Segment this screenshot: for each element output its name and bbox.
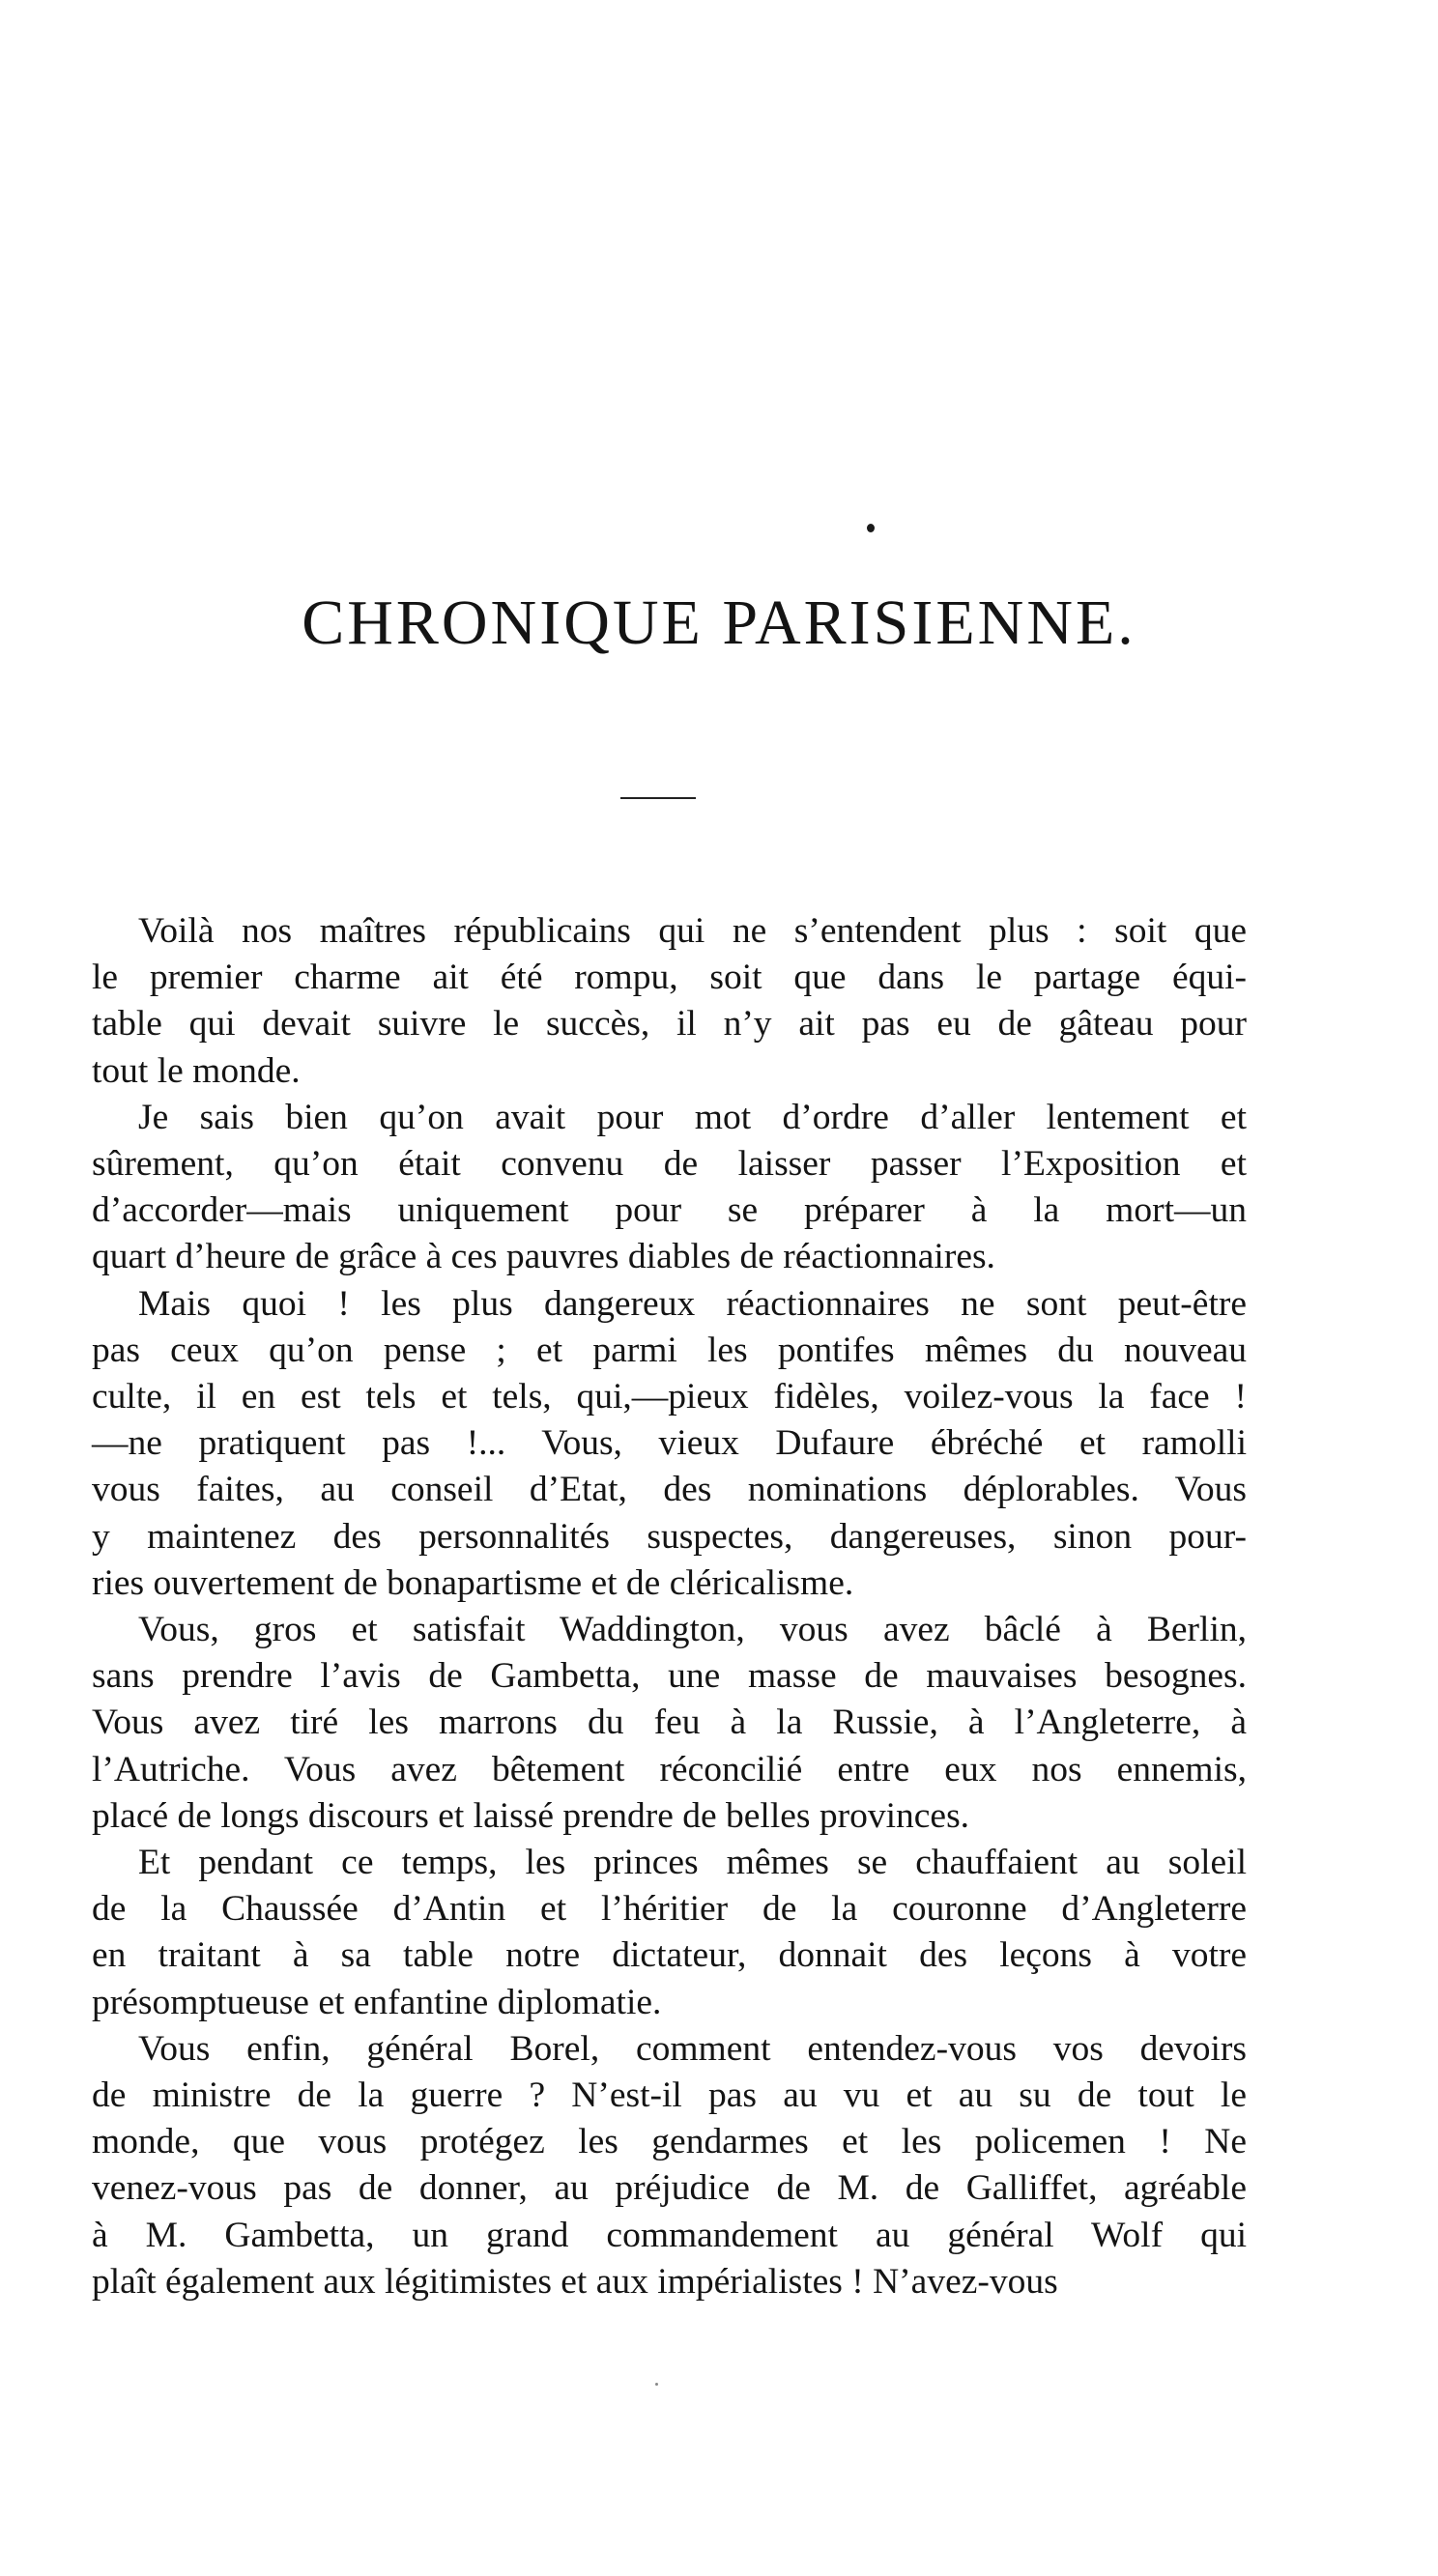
title-rule xyxy=(620,797,696,799)
body-text xyxy=(92,908,1247,2305)
text-line: ries ouvertement de bonapartisme et de cléricalisme. xyxy=(92,1562,854,1603)
text-line: sûrement, qu’on était convenu de laisser passer l’Exposition et xyxy=(92,1144,1247,1185)
text-line: quart d’heure de grâce à ces pauvres diables de réactionnaires. xyxy=(92,1237,995,1277)
text-line: Vous enfin, général Borel, comment entendez-vous vos devoirs xyxy=(138,2028,1247,2069)
text-line: de la Chaussée d’Antin et l’héritier de la couronne d’Angleterre xyxy=(92,1889,1247,1930)
text-line: y maintenez des personnalités suspectes, dangereuses, sinon pour- xyxy=(92,1516,1247,1557)
paragraph xyxy=(92,1840,1247,2026)
text-line: à M. Gambetta, un grand commandement au général Wolf qui xyxy=(92,2215,1247,2255)
text-line: de ministre de la guerre ? N’est-il pas au vu et au su de tout le xyxy=(92,2075,1247,2116)
text-line: l’Autriche. Vous avez bêtement réconcilié entre eux nos ennemis, xyxy=(92,1749,1247,1789)
text-line: Je sais bien qu’on avait pour mot d’ordre d’aller lentement et xyxy=(138,1097,1247,1137)
text-line: Voilà nos maîtres républicains qui ne s’entendent plus : soit que xyxy=(138,911,1247,951)
text-line: table qui devait suivre le succès, il n’y ait pas eu de gâteau pour xyxy=(92,1004,1247,1045)
paragraph xyxy=(92,2026,1247,2305)
chapter-title: CHRONIQUE PARISIENNE. xyxy=(302,587,1136,658)
text-line: placé de longs discours et laissé prendre de belles provinces. xyxy=(92,1795,970,1836)
paragraph xyxy=(92,1095,1247,1281)
text-line: tout le monde. xyxy=(92,1050,301,1091)
text-line: plaît également aux légitimistes et aux impérialistes ! N’avez-vous xyxy=(92,2261,1058,2302)
ink-speck-bottom xyxy=(655,2383,658,2386)
text-line: culte, il en est tels et tels, qui,—pieux fidèles, voilez-vous la face ! xyxy=(92,1377,1247,1417)
paragraph xyxy=(92,1281,1247,1607)
text-line: sans prendre l’avis de Gambetta, une masse de mauvaises besognes. xyxy=(92,1656,1247,1697)
text-line: venez-vous pas de donner, au préjudice de M. de Galliffet, agréable xyxy=(92,2168,1247,2209)
text-line: monde, que vous protégez les gendarmes et les policemen ! Ne xyxy=(92,2122,1247,2162)
text-line: Et pendant ce temps, les princes mêmes se chauffaient au soleil xyxy=(138,1843,1247,1883)
text-line: Vous avez tiré les marrons du feu à la Russie, à l’Angleterre, à xyxy=(92,1703,1247,1743)
text-line: —ne pratiquent pas !... Vous, vieux Dufaure ébréché et ramolli xyxy=(92,1423,1247,1464)
text-line: en traitant à sa table notre dictateur, donnait des leçons à votre xyxy=(92,1935,1247,1976)
text-line: d’accorder—mais uniquement pour se préparer à la mort—un xyxy=(92,1190,1247,1231)
text-line: le premier charme ait été rompu, soit que dans le partage équi- xyxy=(92,958,1247,998)
text-line: vous faites, au conseil d’Etat, des nominations déplorables. Vous xyxy=(92,1470,1247,1510)
paragraph xyxy=(92,908,1247,1095)
text-line: présomptueuse et enfantine diplomatie. xyxy=(92,1982,662,2022)
text-line: Vous, gros et satisfait Waddington, vous avez bâclé à Berlin, xyxy=(138,1610,1247,1650)
text-line: Mais quoi ! les plus dangereux réactionnaires ne sont peut-être xyxy=(138,1283,1247,1324)
paragraph xyxy=(92,1607,1247,1840)
ink-speck xyxy=(867,524,875,532)
text-line: pas ceux qu’on pense ; et parmi les pontifes mêmes du nouveau xyxy=(92,1330,1247,1370)
